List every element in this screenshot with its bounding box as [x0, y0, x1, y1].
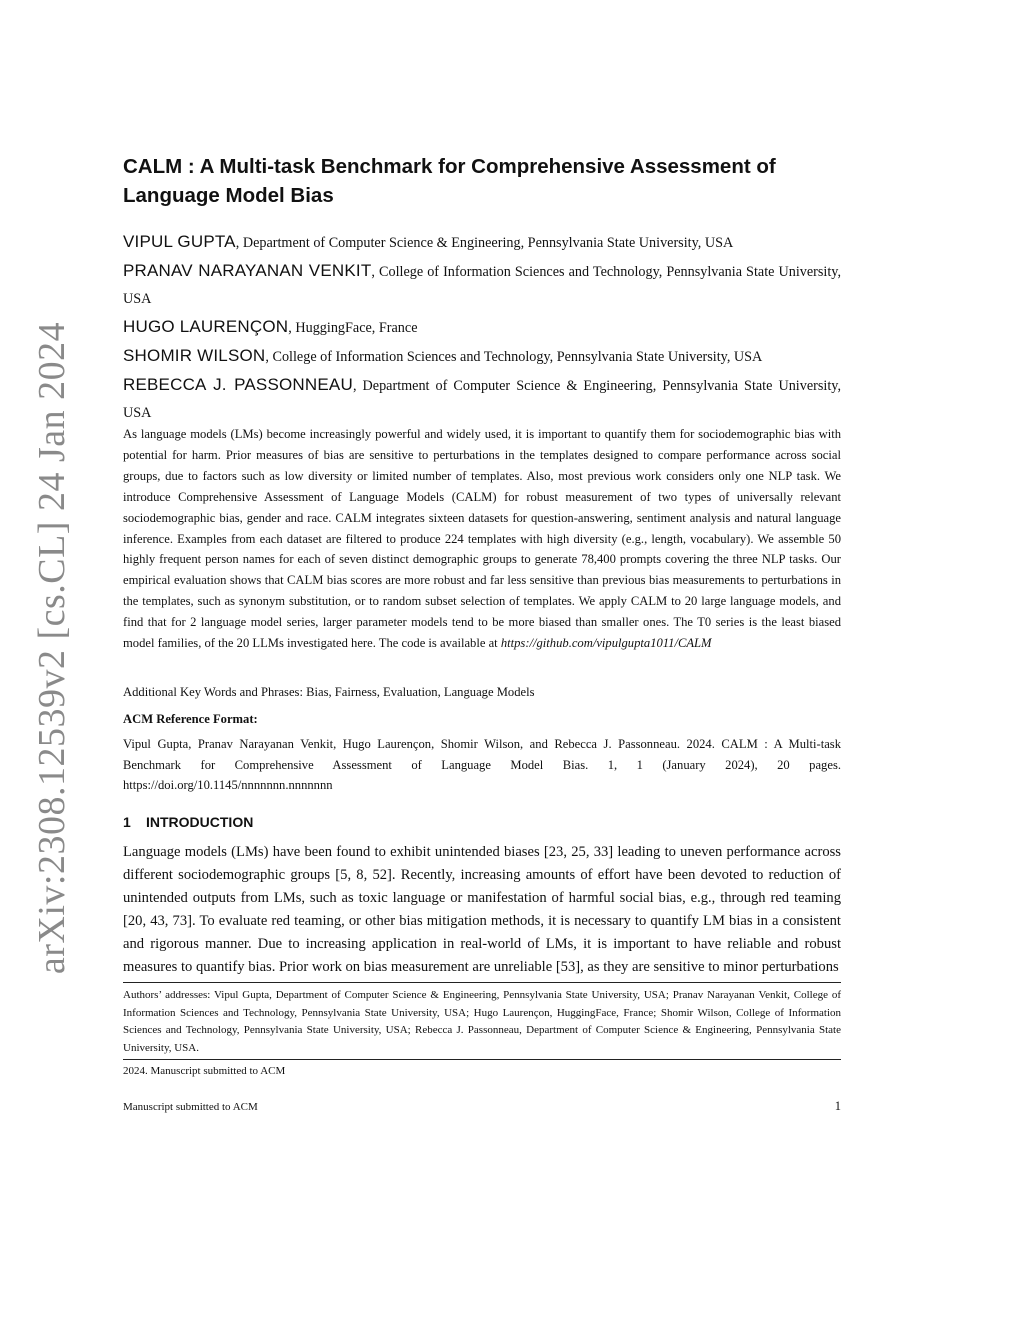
author-affiliation: College of Information Sciences and Technology, Pennsylvania State University, USA [272, 349, 763, 365]
acm-reference-label: ACM Reference Format: [123, 712, 258, 726]
paper-title: CALM : A Multi-task Benchmark for Comprehensive Assessment of Language Model Bias [123, 155, 776, 207]
introduction-paragraph: Language models (LMs) have been found to exhibit unintended biases [23, 25, 33] leading to uneven performance across different sociodemographic groups [5, 8, 52]. Recently, increasing amounts of effort have been devoted to reduction of unintended outputs from LMs, such as toxic language or manifestation of harmful social bias, e.g., through red teaming [20, 43, 73]. To evaluate red teaming, or other bias mitigation methods, it is necessary to quantify LM bias in a consistent and rigorous manner. Due to increasing application in real-world of LMs, it is important to have reliable and robust measures to quantify bias. Prior work on bias measurement are unreliable [53], as they are sensitive to minor perturbations [123, 844, 841, 976]
author-entry: REBECCA J. PASSONNEAU, Department of Computer Science & Engineering, Pennsylvania State University, USA [123, 375, 841, 421]
abstract-text: As language models (LMs) become increasingly powerful and widely used, it is important to quantify them for sociodemographic bias with potential for harm. Prior measures of bias are sensitive to perturbations in the templates designed to compare performance across social groups, due to factors such as low diversity or limited number of templates. Also, most previous work considers only one NLP task. We introduce Comprehensive Assessment of Language Models (CALM) for robust measurement of two types of universally relevant sociodemographic bias, gender and race. CALM integrates sixteen datasets for question-answering, sentiment analysis and natural language inference. Examples from each dataset are filtered to produce 224 templates with high diversity (e.g., length, vocabulary). We assemble 50 highly frequent person names for each of seven distinct demographic groups to generate 78,400 prompts covering the three NLP tasks. Our empirical evaluation shows that CALM bias scores are more robust and far less sensitive than previous bias measurements to perturbations in the templates, such as synonym substitution, or to random subset selection of templates. We apply CALM to 20 large language models, and find that for 2 language model series, larger parameter models tend to be more biased than smaller ones. The T0 series is the least biased model families, of the 20 LLMs investigated here. The code is available at [123, 427, 841, 651]
code-link[interactable]: https://github.com/vipulgupta1011/CALM [500, 636, 712, 651]
author-affiliation: College of Information Sciences and Technology, Pennsylvania State University, USA [123, 264, 842, 307]
acm-reference-text: Vipul Gupta, Pranav Narayanan Venkit, Hugo Laurençon, Shomir Wilson, and Rebecca J. Passonneau. 2024. CALM : A Multi-task Benchmark for Comprehensive Assessment of Language Model Bias. 1, 1 (January 2024), 20 pages. https://doi.org/10.1145/nnnnnnn.nnnnnnn [123, 737, 841, 792]
author-entry: PRANAV NARAYANAN VENKIT, College of Information Sciences and Technology, Pennsylvania State University, USA [123, 261, 842, 307]
keywords: Additional Key Words and Phrases: Bias, Fairness, Evaluation, Language Models [123, 685, 535, 699]
submission-note: 2024. Manuscript submitted to ACM [123, 1065, 286, 1077]
author-name: VIPUL GUPTA [123, 232, 236, 251]
section-heading [123, 814, 841, 830]
page-number: 1 [834, 1099, 841, 1113]
author-entry: HUGO LAURENÇON, HuggingFace, France [123, 317, 418, 336]
section-number: 1 [123, 814, 131, 830]
author-affiliation: Department of Computer Science & Engineering, Pennsylvania State University, USA [242, 235, 734, 251]
author-entry: VIPUL GUPTA, Department of Computer Science & Engineering, Pennsylvania State University, USA [123, 232, 734, 251]
submission-divider [123, 1059, 841, 1060]
author-list [123, 228, 841, 427]
author-entry: SHOMIR WILSON, College of Information Sciences and Technology, Pennsylvania State University, USA [123, 346, 763, 365]
running-footer: Manuscript submitted to ACM [123, 1101, 258, 1113]
author-name: PRANAV NARAYANAN VENKIT [123, 261, 372, 280]
section-title: INTRODUCTION [146, 814, 254, 830]
author-affiliation: HuggingFace, France [295, 320, 418, 336]
authors-addresses-footnote: Authors’ addresses: Vipul Gupta, Department of Computer Science & Engineering, Pennsylvania State University, USA; Pranav Narayanan Venkit, College of Information Sciences and Technology, Pennsylvania State University, USA; Hugo Laurençon, HuggingFace, France; Shomir Wilson, College of Information Sciences and Technology, Pennsylvania State University, USA; Rebecca J. Passonneau, Department of Computer Science & Engineering, Pennsylvania State University, USA. [123, 989, 841, 1054]
author-affiliation: Department of Computer Science & Engineering, Pennsylvania State University, USA [123, 378, 841, 421]
author-name: SHOMIR WILSON [123, 346, 266, 365]
footnote-divider [123, 982, 841, 983]
abstract [123, 424, 841, 654]
author-name: REBECCA J. PASSONNEAU [123, 375, 353, 394]
author-name: HUGO LAURENÇON [123, 317, 289, 336]
arxiv-identifier: arXiv:2308.12539v2 [cs.CL] 24 Jan 2024 [31, 321, 73, 975]
